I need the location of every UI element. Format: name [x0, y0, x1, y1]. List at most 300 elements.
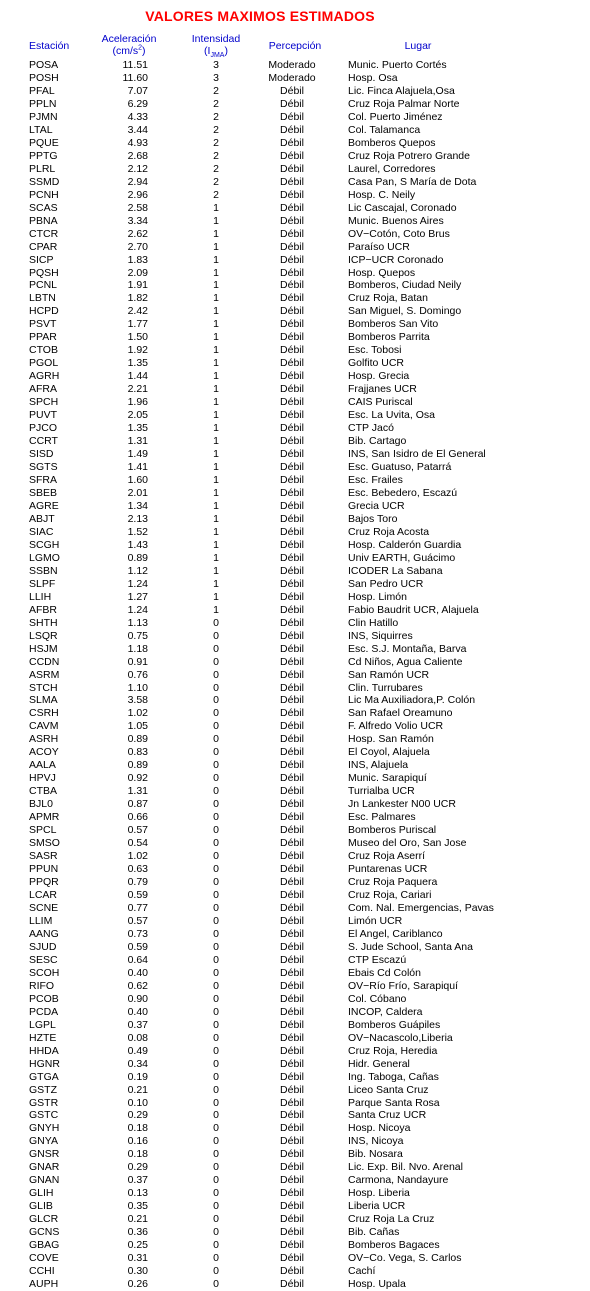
perception-value: Débil — [280, 240, 304, 253]
location-name: Bomberos Puriscal — [348, 824, 437, 837]
station-code: CCHI — [29, 1265, 55, 1278]
table-row — [0, 772, 590, 785]
location-name: INS, Nicoya — [348, 1135, 404, 1148]
station-code: SCAS — [29, 201, 58, 214]
table-row — [0, 604, 590, 617]
location-name: Esc. Guatuso, Patarrá — [348, 461, 452, 474]
acceleration-value: 1.12 — [127, 564, 148, 577]
table-row — [0, 591, 590, 604]
table-row — [0, 254, 590, 267]
acceleration-value: 7.07 — [127, 84, 148, 97]
station-code: SCOH — [29, 966, 60, 979]
station-code: GLIB — [29, 1200, 53, 1213]
intensity-value: 0 — [213, 694, 219, 707]
location-name: San Ramón UCR — [348, 668, 430, 681]
intensity-value: 1 — [213, 227, 219, 240]
table-row — [0, 578, 590, 591]
acceleration-value: 1.92 — [127, 344, 148, 357]
intensity-value: 0 — [213, 1252, 219, 1265]
table-row — [0, 694, 590, 707]
perception-value: Débil — [280, 266, 304, 279]
acceleration-value: 1.31 — [127, 785, 148, 798]
perception-value: Débil — [280, 629, 304, 642]
acceleration-value: 0.62 — [127, 979, 148, 992]
table-row — [0, 215, 590, 228]
table-row — [0, 1058, 590, 1071]
table-row — [0, 552, 590, 565]
location-name: Esc. Frailes — [348, 474, 403, 486]
location-name: Clin Hatillo — [348, 616, 399, 629]
acceleration-value: 0.10 — [127, 1096, 148, 1109]
acceleration-value: 0.30 — [127, 1265, 148, 1278]
table-row — [0, 617, 590, 630]
perception-value: Débil — [280, 901, 304, 914]
perception-value: Débil — [280, 1278, 304, 1291]
table-row — [0, 474, 590, 487]
table-row — [0, 279, 590, 292]
location-name: Hosp. Quepos — [348, 266, 416, 279]
station-code: PPQR — [29, 876, 59, 889]
table-row — [0, 1226, 590, 1239]
intensity-value: 0 — [213, 1135, 219, 1148]
intensity-value: 2 — [213, 188, 219, 201]
location-name: Cd Niños, Agua Caliente — [348, 655, 463, 668]
station-code: PCDA — [29, 1005, 59, 1018]
station-code: PBNA — [29, 214, 58, 227]
intensity-value: 0 — [213, 966, 219, 979]
table-row — [0, 1187, 590, 1200]
intensity-value: 0 — [213, 668, 219, 681]
perception-value: Débil — [280, 370, 304, 383]
perception-value: Débil — [280, 707, 304, 720]
header-estacion: Estación — [29, 40, 70, 52]
location-name: Hosp. Osa — [348, 71, 398, 84]
acceleration-value: 1.02 — [127, 707, 148, 720]
perception-value: Débil — [280, 1057, 304, 1070]
intensity-value: 1 — [213, 409, 219, 422]
acceleration-value: 0.13 — [127, 1187, 148, 1200]
acceleration-value: 2.70 — [127, 240, 148, 253]
intensity-value: 1 — [213, 422, 219, 435]
station-code: PPAR — [29, 331, 57, 344]
intensity-value: 2 — [213, 149, 219, 162]
acceleration-value: 1.96 — [127, 396, 148, 409]
acceleration-value: 4.33 — [127, 110, 148, 123]
acceleration-value: 0.77 — [127, 901, 148, 914]
location-name: El Angel, Cariblanco — [348, 927, 443, 940]
table-row — [0, 1097, 590, 1110]
station-code: SPCL — [29, 824, 57, 837]
acceleration-value: 2.96 — [127, 188, 148, 201]
acceleration-value: 0.34 — [127, 1057, 148, 1070]
header-aceleracion-label: Aceleración — [101, 33, 157, 45]
acceleration-value: 0.87 — [127, 798, 148, 811]
station-code: PQSH — [29, 266, 59, 279]
station-code: PPLN — [29, 97, 57, 110]
station-code: PSVT — [29, 318, 57, 331]
table-row — [0, 1084, 590, 1097]
location-name: Col. Puerto Jiménez — [348, 110, 443, 123]
acceleration-value: 0.08 — [127, 1031, 148, 1044]
perception-value: Moderado — [268, 71, 316, 84]
location-name: Cachí — [348, 1265, 376, 1278]
perception-value: Débil — [280, 227, 304, 240]
intensity-value: 1 — [213, 331, 219, 344]
perception-value: Débil — [280, 1109, 304, 1122]
perception-value: Débil — [280, 422, 304, 435]
table-row — [0, 1200, 590, 1213]
location-name: Hosp. Liberia — [348, 1187, 410, 1200]
location-name: Esc. La Uvita, Osa — [348, 409, 435, 422]
table-row — [0, 1071, 590, 1084]
acceleration-value: 4.93 — [127, 136, 148, 149]
perception-value: Débil — [280, 357, 304, 370]
perception-value: Débil — [280, 1213, 304, 1226]
location-name: Bomberos Quepos — [348, 136, 436, 149]
acceleration-value: 0.29 — [127, 1109, 148, 1122]
location-name: INCOP, Caldera — [348, 1005, 423, 1018]
intensity-value: 0 — [213, 1070, 219, 1083]
location-name: Carmona, Nandayure — [348, 1174, 449, 1187]
table-row — [0, 902, 590, 915]
station-code: GBAG — [29, 1239, 60, 1252]
table-row — [0, 863, 590, 876]
station-code: HCPD — [29, 305, 59, 318]
location-name: F. Alfredo Volio UCR — [348, 720, 444, 733]
station-code: LSQR — [29, 629, 58, 642]
location-name: Munic. Puerto Cortés — [348, 59, 447, 71]
acceleration-value: 2.94 — [127, 175, 148, 188]
location-name: Hosp. Upala — [348, 1278, 406, 1291]
perception-value: Débil — [280, 914, 304, 927]
unit-sub: JMA — [210, 52, 225, 60]
perception-value: Débil — [280, 616, 304, 629]
header-aceleracion — [83, 33, 175, 57]
perception-value: Débil — [280, 992, 304, 1005]
perception-value: Débil — [280, 1265, 304, 1278]
acceleration-value: 0.40 — [127, 966, 148, 979]
table-row — [0, 383, 590, 396]
acceleration-value: 0.18 — [127, 1148, 148, 1161]
table-row — [0, 422, 590, 435]
intensity-value: 1 — [213, 305, 219, 318]
table-row — [0, 1174, 590, 1187]
acceleration-value: 0.54 — [127, 837, 148, 850]
station-code: CCDN — [29, 655, 60, 668]
intensity-value: 0 — [213, 992, 219, 1005]
acceleration-value: 0.49 — [127, 1044, 148, 1057]
intensity-value: 0 — [213, 1031, 219, 1044]
table-row — [0, 837, 590, 850]
perception-value: Débil — [280, 668, 304, 681]
acceleration-value: 0.36 — [127, 1226, 148, 1239]
perception-value: Débil — [280, 1200, 304, 1213]
acceleration-value: 2.05 — [127, 409, 148, 422]
table-row — [0, 163, 590, 176]
location-name: Golfito UCR — [348, 357, 405, 370]
station-code: SGTS — [29, 461, 58, 474]
perception-value: Débil — [280, 461, 304, 474]
unit-sup: 2 — [138, 44, 143, 52]
acceleration-value: 1.31 — [127, 435, 148, 448]
table-row — [0, 59, 590, 72]
table-row — [0, 1109, 590, 1122]
station-code: AGRE — [29, 499, 59, 512]
acceleration-value: 1.41 — [127, 461, 148, 474]
acceleration-value: 1.49 — [127, 448, 148, 461]
header-percepcion: Percepción — [268, 40, 322, 52]
perception-value: Débil — [280, 889, 304, 901]
location-name: Cruz Roja Palmar Norte — [348, 97, 460, 110]
location-name: Cruz Roja, Batan — [348, 292, 428, 305]
intensity-value: 1 — [213, 603, 219, 616]
intensity-value: 0 — [213, 746, 219, 759]
table-row — [0, 993, 590, 1006]
acceleration-value: 0.19 — [127, 1070, 148, 1083]
perception-value: Débil — [280, 409, 304, 422]
station-code: SCGH — [29, 538, 60, 551]
acceleration-value: 0.59 — [127, 889, 148, 901]
intensity-value: 0 — [213, 1018, 219, 1031]
perception-value: Débil — [280, 603, 304, 616]
station-code: HHDA — [29, 1044, 59, 1057]
location-name: Hosp. Nicoya — [348, 1122, 411, 1135]
perception-value: Débil — [280, 499, 304, 512]
station-table — [0, 59, 590, 1291]
table-row — [0, 487, 590, 500]
perception-value: Débil — [280, 1096, 304, 1109]
location-name: Cruz Roja Potrero Grande — [348, 149, 470, 162]
acceleration-value: 1.02 — [127, 850, 148, 863]
station-code: SCNE — [29, 901, 59, 914]
perception-value: Débil — [280, 201, 304, 214]
acceleration-value: 0.89 — [127, 551, 148, 564]
intensity-value: 2 — [213, 110, 219, 123]
intensity-value: 1 — [213, 474, 219, 486]
table-row — [0, 733, 590, 746]
intensity-value: 0 — [213, 1239, 219, 1252]
location-name: Liberia UCR — [348, 1200, 406, 1213]
perception-value: Débil — [280, 655, 304, 668]
intensity-value: 2 — [213, 175, 219, 188]
acceleration-value: 0.89 — [127, 759, 148, 772]
intensity-value: 1 — [213, 357, 219, 370]
acceleration-value: 2.13 — [127, 512, 148, 525]
intensity-value: 0 — [213, 876, 219, 889]
table-row — [0, 707, 590, 720]
table-header — [0, 33, 590, 59]
table-row — [0, 409, 590, 422]
perception-value: Débil — [280, 785, 304, 798]
station-code: GLIH — [29, 1187, 54, 1200]
station-code: STCH — [29, 681, 58, 694]
station-code: GLCR — [29, 1213, 59, 1226]
intensity-value: 1 — [213, 512, 219, 525]
location-name: OV−Nacascolo,Liberia — [348, 1031, 453, 1044]
table-row — [0, 344, 590, 357]
perception-value: Débil — [280, 798, 304, 811]
acceleration-value: 11.60 — [122, 71, 148, 84]
acceleration-value: 11.51 — [122, 59, 148, 71]
intensity-value: 0 — [213, 1213, 219, 1226]
station-code: GNYA — [29, 1135, 58, 1148]
station-code: PJCO — [29, 422, 58, 435]
perception-value: Débil — [280, 279, 304, 292]
location-name: Cruz Roja La Cruz — [348, 1213, 435, 1226]
station-code: APMR — [29, 811, 60, 824]
location-name: S. Jude School, Santa Ana — [348, 940, 473, 953]
intensity-value: 0 — [213, 979, 219, 992]
location-name: Bomberos Guápiles — [348, 1018, 441, 1031]
perception-value: Débil — [280, 940, 304, 953]
acceleration-value: 1.77 — [127, 318, 148, 331]
acceleration-value: 0.21 — [127, 1083, 148, 1096]
location-name: INS, Siquirres — [348, 629, 413, 642]
perception-value: Débil — [280, 642, 304, 655]
table-row — [0, 202, 590, 215]
location-name: Munic. Sarapiquí — [348, 772, 427, 785]
intensity-value: 1 — [213, 201, 219, 214]
intensity-value: 0 — [213, 616, 219, 629]
acceleration-value: 0.73 — [127, 927, 148, 940]
location-name: Bib. Cañas — [348, 1226, 400, 1239]
intensity-value: 0 — [213, 927, 219, 940]
station-code: GSTC — [29, 1109, 59, 1122]
perception-value: Débil — [280, 1161, 304, 1174]
table-row — [0, 643, 590, 656]
perception-value: Débil — [280, 1148, 304, 1161]
perception-value: Débil — [280, 435, 304, 448]
table-row — [0, 1135, 590, 1148]
station-code: CTOB — [29, 344, 58, 357]
table-row — [0, 1019, 590, 1032]
intensity-value: 0 — [213, 1122, 219, 1135]
acceleration-value: 0.92 — [127, 772, 148, 785]
intensity-value: 0 — [213, 914, 219, 927]
location-name: Cruz Roja, Cariari — [348, 889, 432, 901]
station-code: POSA — [29, 59, 59, 71]
acceleration-value: 0.35 — [127, 1200, 148, 1213]
location-name: Paraíso UCR — [348, 240, 410, 253]
table-row — [0, 500, 590, 513]
station-code: HGNR — [29, 1057, 60, 1070]
location-name: Esc. Tobosi — [348, 344, 402, 357]
table-row — [0, 461, 590, 474]
unit-end: ) — [142, 45, 146, 57]
table-row — [0, 656, 590, 669]
header-lugar: Lugar — [404, 40, 432, 52]
intensity-value: 2 — [213, 84, 219, 97]
acceleration-value: 0.79 — [127, 876, 148, 889]
station-code: SIAC — [29, 525, 54, 538]
acceleration-value: 0.16 — [127, 1135, 148, 1148]
location-name: Cruz Roja Acosta — [348, 525, 430, 538]
table-row — [0, 331, 590, 344]
acceleration-value: 0.63 — [127, 863, 148, 876]
perception-value: Débil — [280, 175, 304, 188]
acceleration-value: 1.82 — [127, 292, 148, 305]
station-code: HSJM — [29, 642, 58, 655]
intensity-value: 0 — [213, 1265, 219, 1278]
intensity-value: 1 — [213, 396, 219, 409]
table-row — [0, 1252, 590, 1265]
station-code: AGRH — [29, 370, 60, 383]
table-row — [0, 85, 590, 98]
perception-value: Débil — [280, 253, 304, 266]
table-row — [0, 318, 590, 331]
station-code: ASRH — [29, 733, 59, 746]
intensity-value: 1 — [213, 551, 219, 564]
table-row — [0, 1278, 590, 1291]
station-code: SBEB — [29, 486, 58, 499]
table-row — [0, 759, 590, 772]
location-name: Parque Santa Rosa — [348, 1096, 440, 1109]
station-code: ACOY — [29, 746, 59, 759]
perception-value: Débil — [280, 811, 304, 824]
intensity-value: 0 — [213, 772, 219, 785]
station-code: CTBA — [29, 785, 58, 798]
station-code: ASRM — [29, 668, 60, 681]
intensity-value: 0 — [213, 707, 219, 720]
station-code: CTCR — [29, 227, 59, 240]
station-code: GNSR — [29, 1148, 60, 1161]
acceleration-value: 1.35 — [127, 422, 148, 435]
perception-value: Débil — [280, 525, 304, 538]
perception-value: Débil — [280, 1135, 304, 1148]
perception-value: Débil — [280, 1044, 304, 1057]
table-row — [0, 850, 590, 863]
perception-value: Débil — [280, 876, 304, 889]
station-code: LCAR — [29, 889, 58, 901]
perception-value: Débil — [280, 486, 304, 499]
acceleration-value: 1.44 — [127, 370, 148, 383]
station-code: SFRA — [29, 474, 58, 486]
acceleration-value: 1.91 — [127, 279, 148, 292]
station-code: AFBR — [29, 603, 58, 616]
location-name: Munic. Buenos Aires — [348, 214, 444, 227]
table-row — [0, 1122, 590, 1135]
intensity-value: 0 — [213, 1096, 219, 1109]
station-code: SASR — [29, 850, 58, 863]
table-row — [0, 954, 590, 967]
perception-value: Débil — [280, 110, 304, 123]
intensity-value: 0 — [213, 1083, 219, 1096]
intensity-value: 0 — [213, 824, 219, 837]
location-name: Com. Nal. Emergencias, Pavas — [348, 901, 494, 914]
location-name: Museo del Oro, San Jose — [348, 837, 467, 850]
station-code: HZTE — [29, 1031, 57, 1044]
location-name: ICP−UCR Coronado — [348, 253, 444, 266]
location-name: Frajjanes UCR — [348, 383, 417, 396]
perception-value: Débil — [280, 318, 304, 331]
acceleration-value: 0.29 — [127, 1161, 148, 1174]
location-name: Casa Pan, S María de Dota — [348, 175, 477, 188]
station-code: AFRA — [29, 383, 58, 396]
station-code: SISD — [29, 448, 54, 461]
intensity-value: 1 — [213, 590, 219, 603]
location-name: Grecia UCR — [348, 499, 405, 512]
location-name: CTP Jacó — [348, 422, 394, 435]
station-code: PLRL — [29, 162, 56, 175]
location-name: Bomberos, Ciudad Neily — [348, 279, 462, 292]
intensity-value: 0 — [213, 1005, 219, 1018]
location-name: OV−Cotón, Coto Brus — [348, 227, 450, 240]
acceleration-value: 6.29 — [127, 97, 148, 110]
table-row — [0, 876, 590, 889]
perception-value: Moderado — [268, 59, 316, 71]
perception-value: Débil — [280, 966, 304, 979]
table-row — [0, 1006, 590, 1019]
